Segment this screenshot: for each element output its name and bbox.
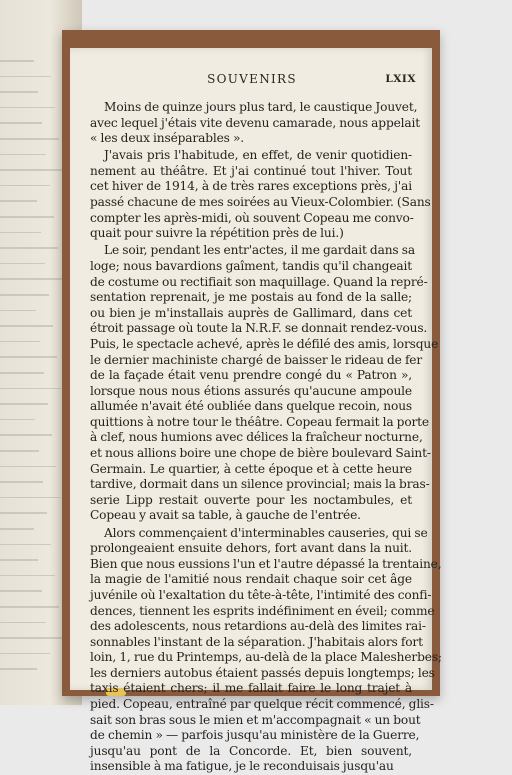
facing-page-text-blur <box>0 419 35 421</box>
facing-page-text-blur <box>0 247 58 249</box>
text-line: lorsque nous nous étions assurés qu'aucune ampoule <box>90 383 412 398</box>
facing-page-text-blur <box>0 388 61 390</box>
running-title: SOUVENIRS <box>207 72 297 86</box>
text-line: sonnables l'instant de la séparation. J'habitais alors fort <box>90 634 423 649</box>
text-line: loin, 1, rue du Printemps, au-delà de la place Malesherbes; <box>90 650 442 665</box>
facing-page-text-blur <box>0 559 38 561</box>
facing-page-text-blur <box>0 263 45 265</box>
facing-page-text-blur <box>0 622 46 624</box>
facing-page-text-blur <box>0 450 39 452</box>
facing-page-text-blur <box>0 668 37 670</box>
facing-page-text-blur <box>0 138 59 140</box>
facing-page-text-blur <box>0 590 42 592</box>
facing-page-text-blur <box>0 325 53 327</box>
text-line: serie Lipp restait ouverte pour les noctambules, et <box>90 492 412 507</box>
text-line: compter les après-midi, où souvent Copeau me convo- <box>90 210 414 225</box>
page-body-text <box>90 100 442 775</box>
facing-page-text-blur <box>0 294 49 296</box>
facing-page-text-blur <box>0 481 43 483</box>
facing-page-text-blur <box>0 403 48 405</box>
text-line: le dernier machiniste chargé de baisser le rideau de fer <box>90 352 423 367</box>
text-line: de la façade était venu prendre congé du « Patron », <box>90 368 412 383</box>
facing-page-text-blur <box>0 185 50 187</box>
text-line: à clef, nous humions avec délices la fraîcheur nocturne, <box>90 430 423 445</box>
text-line: étroit passage où toute la N.R.F. se donnait rendez-vous. <box>90 321 428 336</box>
text-line: et nous allions boire une chope de bière boulevard Saint- <box>90 446 431 461</box>
text-line: Le soir, pendant les entr'actes, il me gardait dans sa <box>104 243 415 258</box>
text-line: Moins de quinze jours plus tard, le caustique Jouvet, <box>104 100 418 114</box>
text-line: avec lequel j'étais vite devenu camarade, nous appelait <box>90 115 421 130</box>
facing-page-text-blur <box>0 544 51 546</box>
text-line: sait son bras sous le mien et m'accompagnait « un bout <box>90 712 421 727</box>
facing-page-text-blur <box>0 310 36 312</box>
facing-page-text-blur <box>0 278 62 280</box>
text-line: Germain. Le quartier, à cette époque et à cette heure <box>90 461 412 476</box>
text-line: dences, tiennent les esprits indéfiniment en éveil; comme <box>90 603 435 618</box>
text-line: insensible à ma fatigue, je le reconduisais jusqu'au <box>90 759 394 774</box>
facing-page-text-blur <box>0 122 42 124</box>
text-line: Copeau y avait sa table, à gauche de l'entrée. <box>90 508 361 523</box>
facing-page-text-blur <box>0 497 60 499</box>
text-line: la magie de l'amitié nous rendait chaque soir cet âge <box>90 572 412 587</box>
facing-page-text-blur <box>0 216 54 218</box>
text-line: nement au théâtre. Et j'ai continué tout l'hiver. Tout <box>90 163 412 178</box>
facing-page-text-blur <box>0 606 59 608</box>
facing-page-text-blur <box>0 512 47 514</box>
facing-page-text-blur <box>0 466 56 468</box>
facing-page-text-blur <box>0 154 46 156</box>
facing-page-text-blur <box>0 169 63 171</box>
page-number: LXIX <box>385 73 416 85</box>
text-line: quait pour suivre la répétition près de lui.) <box>90 226 344 241</box>
facing-page-text-blur <box>0 637 63 639</box>
text-line: prolongeaient ensuite dehors, fort avant dans la nuit. <box>90 541 412 556</box>
facing-page-text-blur <box>0 91 38 93</box>
facing-page-text-blur <box>0 200 37 202</box>
facing-page-text-blur <box>0 372 44 374</box>
text-line: « les deux inséparables ». <box>90 131 245 146</box>
text-line: tardive, dormait dans un silence provincial; mais la bras- <box>90 477 430 492</box>
text-line: allumée n'avait été oubliée dans quelque recoin, nous <box>90 399 412 414</box>
facing-page-text-blur <box>0 60 34 62</box>
facing-page-text-blur <box>0 107 55 109</box>
text-line: passé chacune de mes soirées au Vieux-Colombier. (Sans <box>90 195 431 210</box>
text-line: ou bien je m'installais auprès de Gallimard, dans cet <box>90 305 412 320</box>
page-header <box>88 72 416 92</box>
text-line: quittions à notre tour le théâtre. Copeau fermait la porte <box>90 414 429 429</box>
facing-page-text-blur <box>0 653 50 655</box>
text-line: cet hiver de 1914, à de très rares exceptions près, j'ai <box>90 179 412 194</box>
text-line: de chemin » — parfois jusqu'au ministère de la Guerre, <box>90 728 420 743</box>
text-line: les derniers autobus étaient passés depuis longtemps; les <box>90 665 435 680</box>
text-line: J'avais pris l'habitude, en effet, de venir quotidien- <box>104 148 412 163</box>
facing-page-text-blur <box>0 356 57 358</box>
facing-page-text-blur <box>0 341 40 343</box>
facing-page-text-blur <box>0 575 55 577</box>
text-line: juvénile où l'exaltation du tête-à-tête, l'intimité des confi- <box>90 587 432 602</box>
facing-page-text-blur <box>0 434 52 436</box>
text-line: pied. Copeau, entraîné par quelque récit commencé, glis- <box>90 697 434 712</box>
text-line: de costume ou rectifiait son maquillage. Quand la repré- <box>90 274 428 289</box>
text-line: Puis, le spectacle achevé, après le défilé des amis, lorsque <box>90 336 439 351</box>
text-line: Alors commençaient d'interminables causeries, qui se <box>104 525 428 540</box>
text-line: taxis étaient chers; il me fallait faire le long trajet à <box>90 681 412 696</box>
facing-page-text-blur <box>0 232 41 234</box>
text-line: des adolescents, nous retardions au-delà des limites rai- <box>90 619 426 634</box>
text-line: Bien que nous eussions l'un et l'autre dépassé la trentaine, <box>90 556 442 571</box>
text-line: sentation reprenait, je me postais au fond de la salle; <box>90 290 412 305</box>
facing-page-text-blur <box>0 76 51 78</box>
facing-page-text-blur <box>0 528 34 530</box>
text-line: jusqu'au pont de la Concorde. Et, bien souvent, <box>90 743 412 758</box>
text-line: loge; nous bavardions gaîment, tandis qu'il changeait <box>90 258 412 273</box>
